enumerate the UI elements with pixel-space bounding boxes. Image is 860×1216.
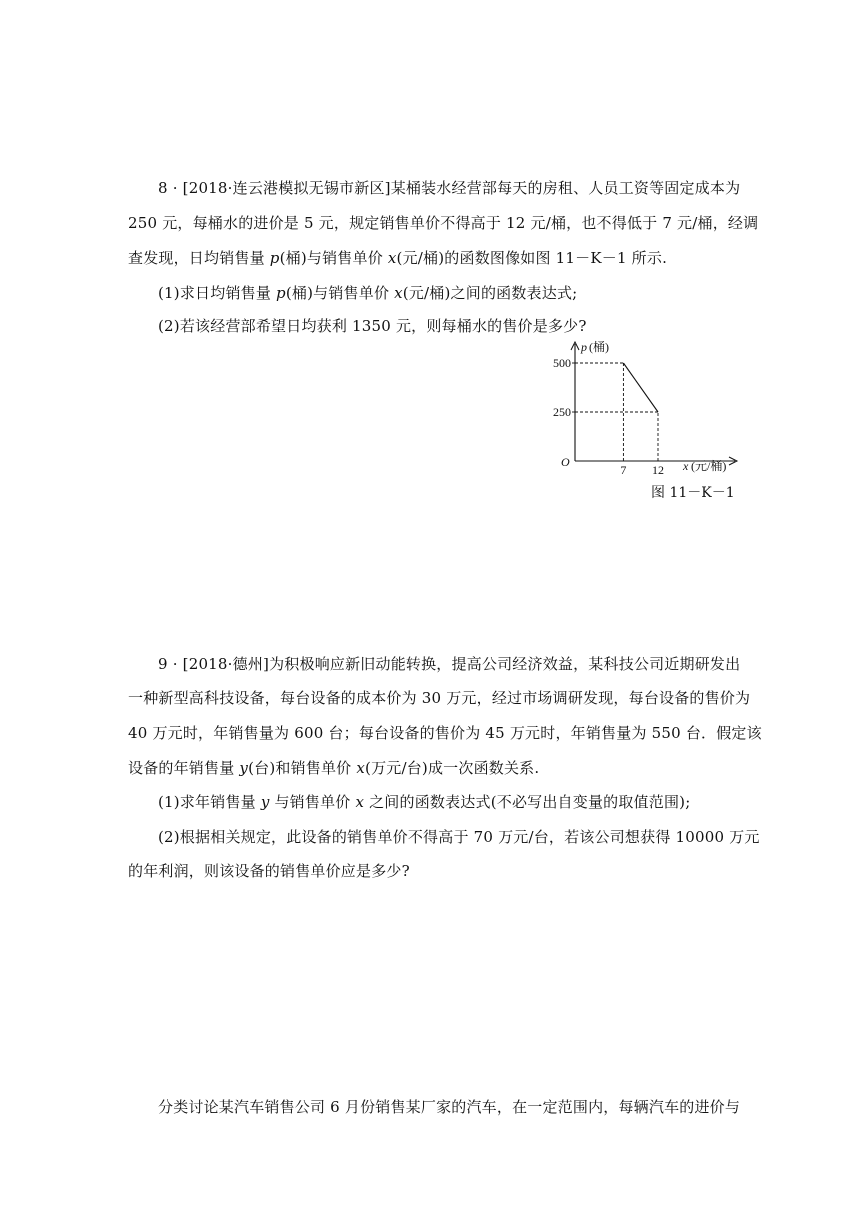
q8-line-3-var-p: p	[269, 249, 280, 267]
q9-line-4-var-x: x	[356, 759, 366, 777]
q9-line-4-var-y: y	[239, 759, 249, 777]
q9-line-4-text-c: (万元/台)成一次函数关系.	[365, 759, 540, 777]
graph-labels	[553, 339, 726, 476]
origin-label: O	[561, 455, 570, 469]
q9-line-4	[128, 758, 539, 778]
q9-line-2: 一种新型高科技设备，每台设备的成本价为 30 万元，经过市场调研发现，每台设备的售价为	[128, 689, 751, 707]
q8-line-3-text-a: 查发现，日均销售量	[128, 249, 270, 267]
q8-line-3-text-c: (元/桶)的函数图像如图 11－K－1 所示.	[396, 249, 668, 267]
q8-line-1: 8 · [2018·连云港模拟无锡市新区]某桶装水经营部每天的房租、人员工资等固定成本为	[158, 179, 741, 197]
topic-line-1: 分类讨论某汽车销售公司 6 月份销售某厂家的汽车，在一定范围内，每辆汽车的进价与	[158, 1098, 741, 1116]
y-axis-label: (桶)	[589, 340, 609, 354]
x-tick-label-12: 12	[652, 463, 664, 476]
figure-caption: 图 11－K－1	[651, 485, 735, 501]
q8-line-3-var-x: x	[387, 249, 397, 267]
x-tick-label-7: 7	[620, 463, 627, 476]
q8-part-1-var-x: x	[394, 284, 403, 302]
q9-part-1-var-y: y	[260, 793, 270, 811]
q9-part-1-text-a: (1)求年销售量	[158, 793, 261, 811]
q8-part-1-text-a: (1)求日均销售量	[158, 284, 277, 302]
graph-marks	[572, 363, 658, 461]
q8-part-1-text-c: (元/桶)之间的函数表达式;	[402, 284, 578, 302]
graph-axes	[571, 342, 737, 465]
q8-part-1	[158, 283, 577, 303]
q9-part-1	[158, 792, 690, 812]
y-tick-label-500: 500	[553, 356, 571, 370]
x-axis-label: (元/桶)	[691, 459, 727, 473]
q9-part-2-line-1: (2)根据相关规定，此设备的销售单价不得高于 70 万元/台，若该公司想获得 10000 万元	[158, 828, 760, 846]
q9-line-4-text-a: 设备的年销售量	[128, 759, 240, 777]
data-segment-2	[623, 363, 658, 412]
x-axis-var: x	[683, 459, 689, 473]
q9-line-1: 9 · [2018·德州]为积极响应新旧动能转换，提高公司经济效益，某科技公司近期研发出	[158, 655, 741, 673]
q8-part-2: (2)若该经营部希望日均获利 1350 元，则每桶水的售价是多少?	[158, 317, 587, 335]
y-tick-label-250: 250	[553, 405, 571, 419]
q8-line-2: 250 元，每桶水的进价是 5 元，规定销售单价不得高于 12 元/桶，也不得低于 7 元/桶，经调	[128, 214, 759, 232]
function-graph	[545, 336, 740, 476]
q8-part-1-var-p: p	[276, 284, 286, 302]
q8-part-1-text-b: (桶)与销售单价	[285, 284, 395, 302]
y-axis-var: p	[581, 340, 587, 354]
q8-line-3-text-b: (桶)与销售单价	[279, 249, 388, 267]
q9-part-1-text-c: 之间的函数表达式(不必写出自变量的取值范围);	[364, 793, 691, 811]
q9-line-3: 40 万元时，年销售量为 600 台；每台设备的售价为 45 万元时，年销售量为 550 台．假定该	[128, 724, 762, 742]
q9-part-1-var-x: x	[355, 793, 365, 811]
q9-line-4-text-b: (台)和销售单价	[248, 759, 357, 777]
q9-part-2-line-2: 的年利润，则该设备的销售单价应是多少?	[128, 862, 410, 880]
q9-part-1-text-b: 与销售单价	[269, 793, 356, 811]
q8-line-3	[128, 248, 667, 268]
